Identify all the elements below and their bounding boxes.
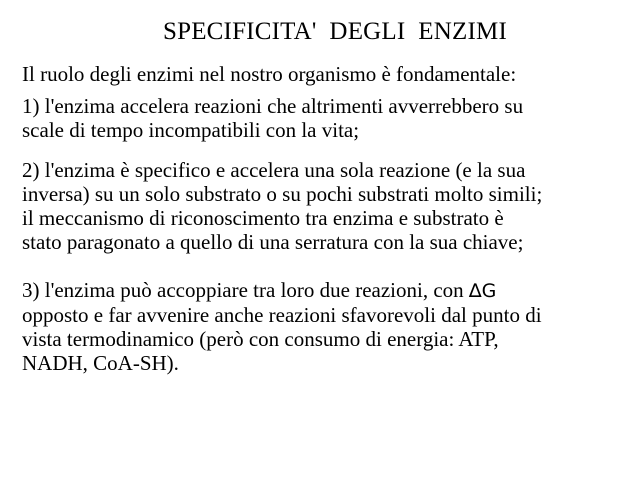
slide-title: SPECIFICITA' DEGLI ENZIMI [163,18,507,45]
point-3-line-start: 3) l'enzima può accoppiare tra loro due reazioni, con [22,278,469,302]
point-3-line: vista termodinamico (però con consumo di energia: ATP, [22,327,499,351]
point-1-line: scale di tempo incompatibili con la vita; [22,118,360,142]
point-1-paragraph [22,94,630,142]
point-2-line: 2) l'enzima è specifico e accelera una sola reazione (e la sua [22,158,526,182]
point-2-line: stato paragonato a quello di una serratura con la sua chiave; [22,230,524,254]
point-3-line: NADH, CoA-SH). [22,351,179,375]
point-2-paragraph [22,158,630,254]
point-3-first-line [22,278,630,303]
point-3-line: opposto e far avvenire anche reazioni sfavorevoli dal punto di [22,303,542,327]
intro-line: Il ruolo degli enzimi nel nostro organismo è fondamentale: [22,62,517,86]
point-2-line: inversa) su un solo substrato o su pochi substrati molto simili; [22,182,543,206]
point-3-paragraph [22,278,630,375]
delta-g-symbol: ∆G [468,280,497,302]
point-1-line: 1) l'enzima accelera reazioni che altrimenti avverrebbero su [22,94,524,118]
intro-paragraph [22,62,630,86]
point-2-line: il meccanismo di riconoscimento tra enzima e substrato è [22,206,504,230]
